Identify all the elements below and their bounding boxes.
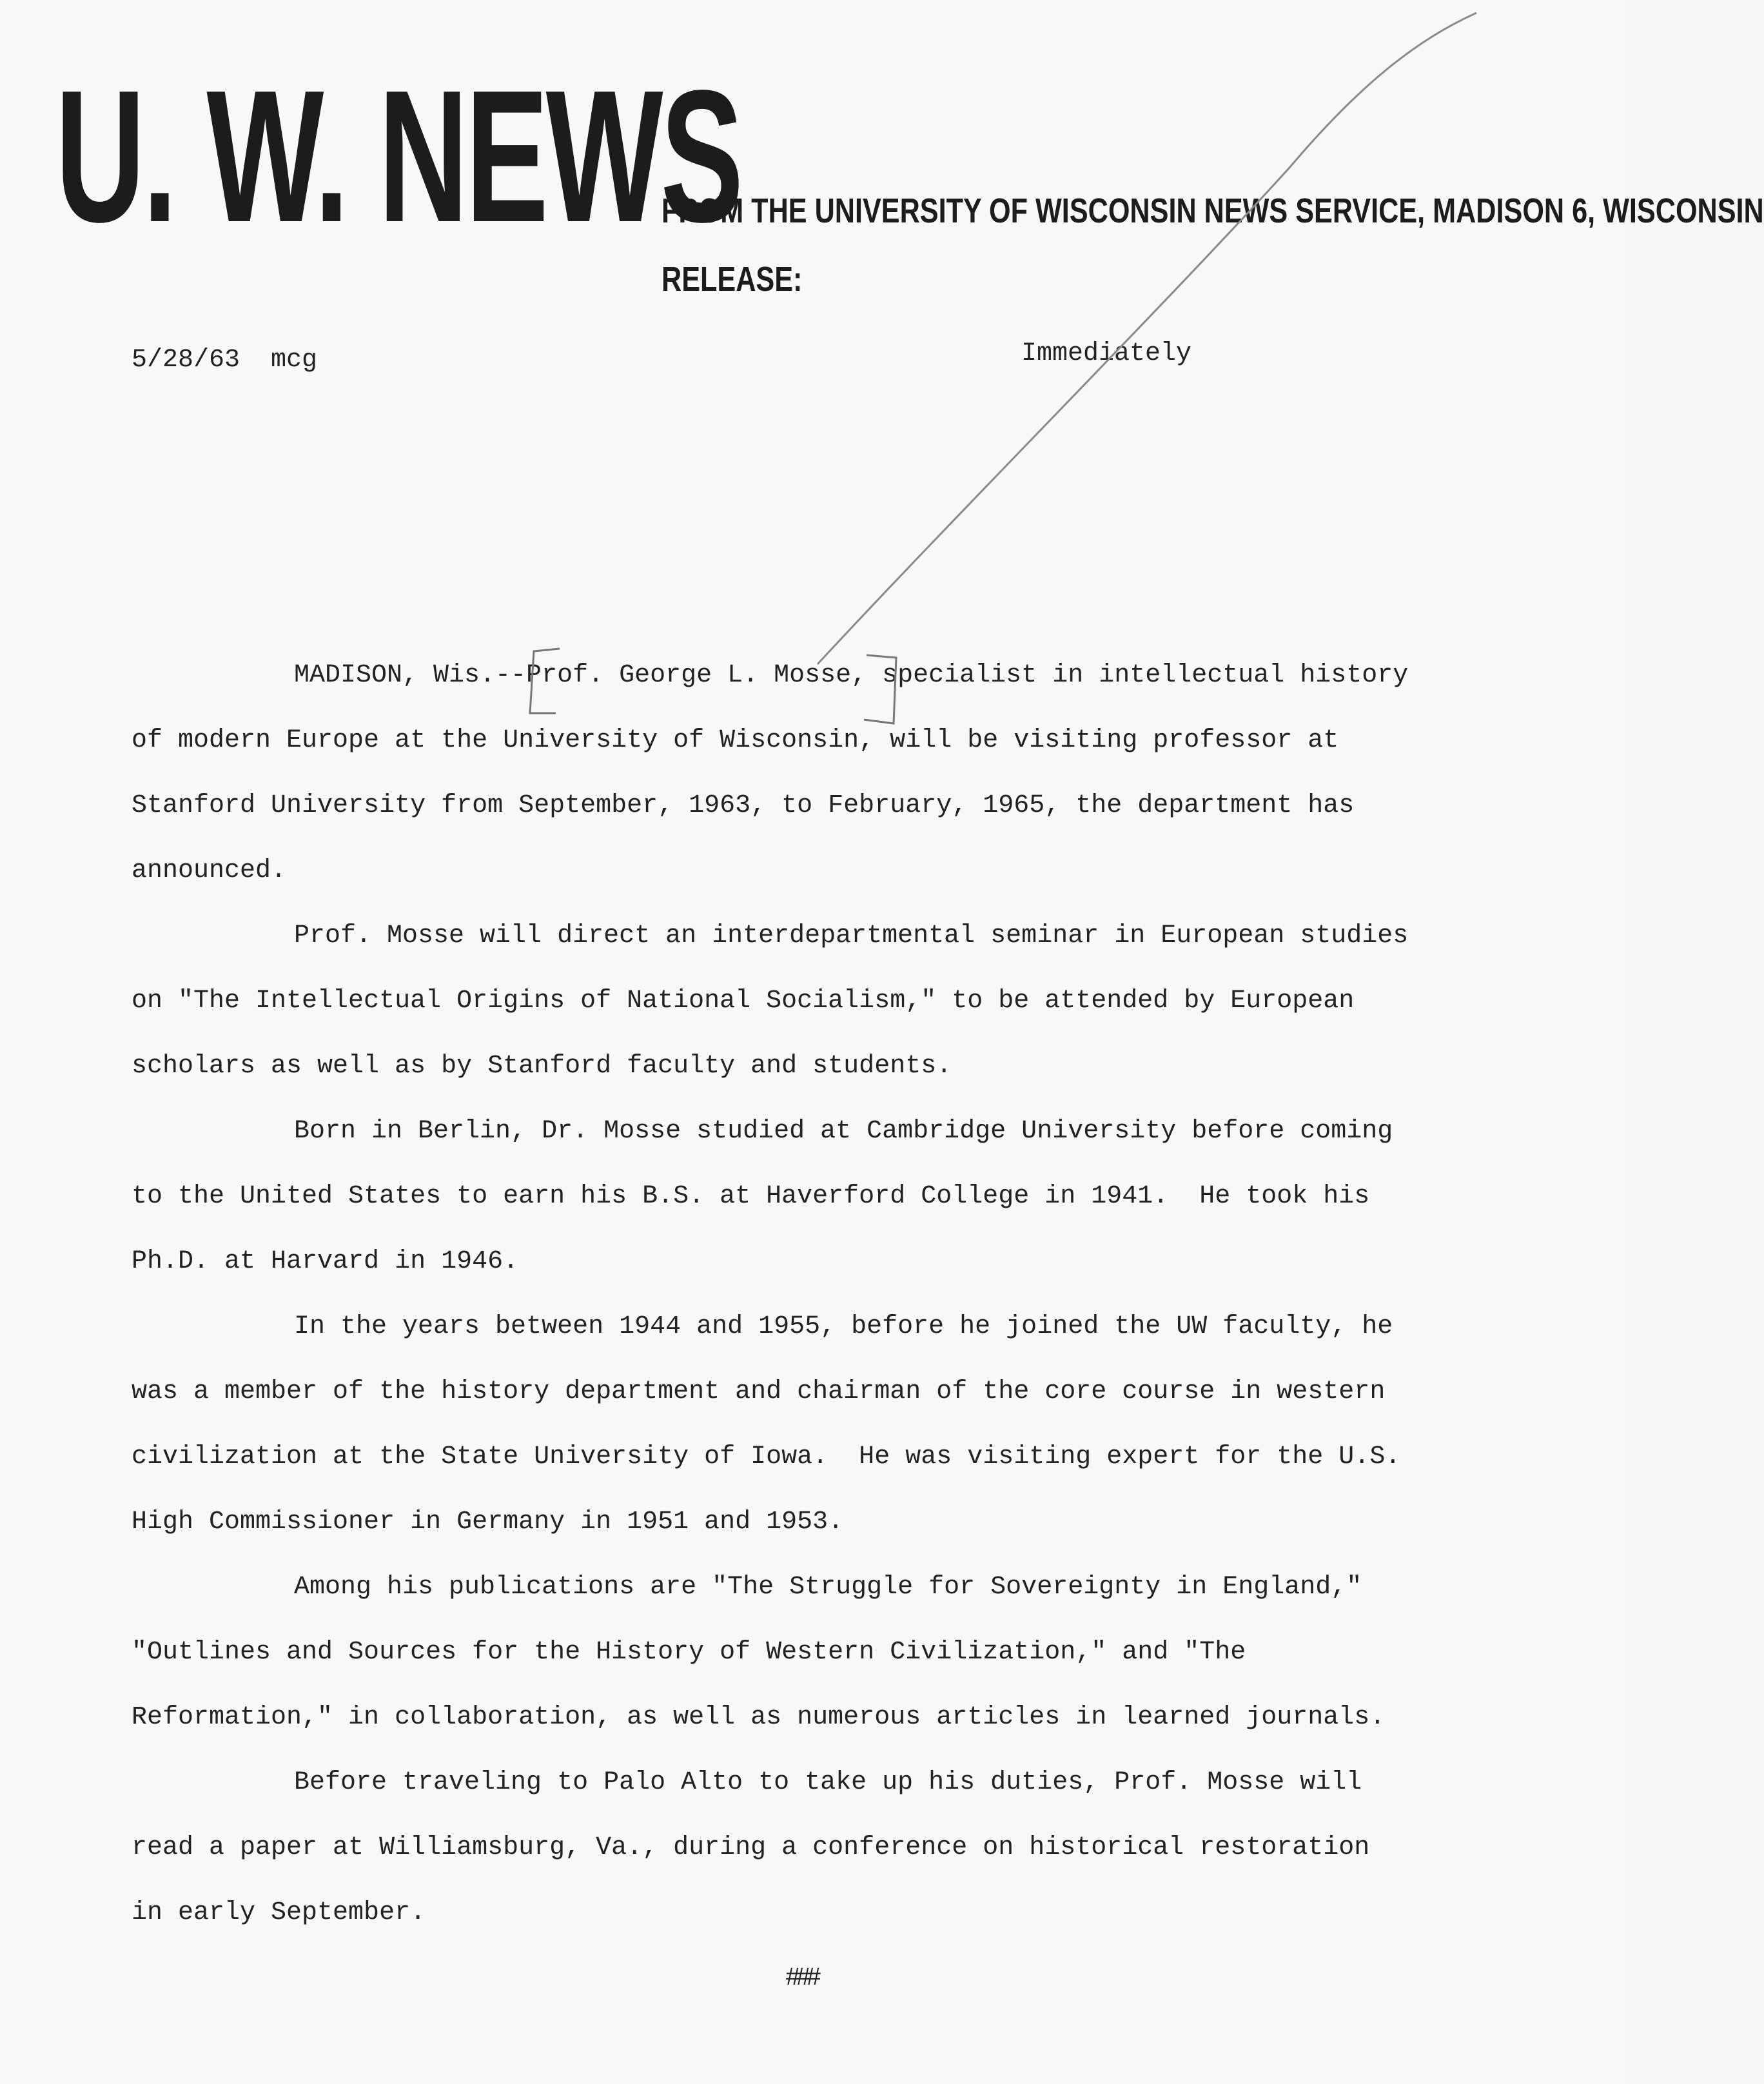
body-line: Stanford University from September, 1963, to February, 1965, the department has [132, 791, 1355, 820]
body-line: Reformation," in collaboration, as well as numerous articles in learned journals. [132, 1703, 1386, 1732]
body-line: In the years between 1944 and 1955, before he joined the UW faculty, he [294, 1312, 1393, 1341]
body-line: in early September. [132, 1898, 426, 1927]
body-line: "Outlines and Sources for the History of Western Civilization," and "The [132, 1638, 1246, 1667]
body-line: Ph.D. at Harvard in 1946. [132, 1247, 519, 1276]
body-line: announced. [132, 856, 287, 885]
body-line: civilization at the State University of Iowa. He was visiting expert for the U.S. [132, 1442, 1401, 1471]
release-label: RELEASE: [662, 260, 803, 299]
body-line: was a member of the history department and chairman of the core course in western [132, 1377, 1386, 1406]
body-line: to the United States to earn his B.S. at Haverford College in 1941. He took his [132, 1182, 1370, 1211]
body-line: Before traveling to Palo Alto to take up his duties, Prof. Mosse will [294, 1768, 1362, 1797]
article-body [132, 660, 1492, 1963]
dateline: 5/28/63 mcg [132, 346, 318, 375]
body-line: MADISON, Wis.--Prof. George L. Mosse, specialist in intellectual history [294, 661, 1409, 690]
body-line: High Commissioner in Germany in 1951 and 1953. [132, 1508, 844, 1537]
body-line: on "The Intellectual Origins of National Socialism," to be attended by European [132, 987, 1355, 1016]
body-line: Prof. Mosse will direct an interdepartmental seminar in European studies [294, 921, 1409, 950]
release-value: Immediately [1021, 339, 1192, 368]
pencil-diagonal-stroke [818, 13, 1476, 664]
body-line: of modern Europe at the University of Wisconsin, will be visiting professor at [132, 726, 1339, 755]
news-service-line: FROM THE UNIVERSITY OF WISCONSIN NEWS SERVICE, MADISON 6, WISCONSIN [662, 192, 1764, 230]
body-line: Among his publications are "The Struggle for Sovereignty in England," [294, 1573, 1362, 1602]
end-mark: ### [785, 1964, 817, 1993]
body-line: Born in Berlin, Dr. Mosse studied at Cambridge University before coming [294, 1117, 1393, 1146]
masthead-title: U. W. NEWS [55, 51, 741, 261]
body-line: read a paper at Williamsburg, Va., during a conference on historical restoration [132, 1833, 1370, 1862]
body-line: scholars as well as by Stanford faculty and students. [132, 1052, 952, 1081]
